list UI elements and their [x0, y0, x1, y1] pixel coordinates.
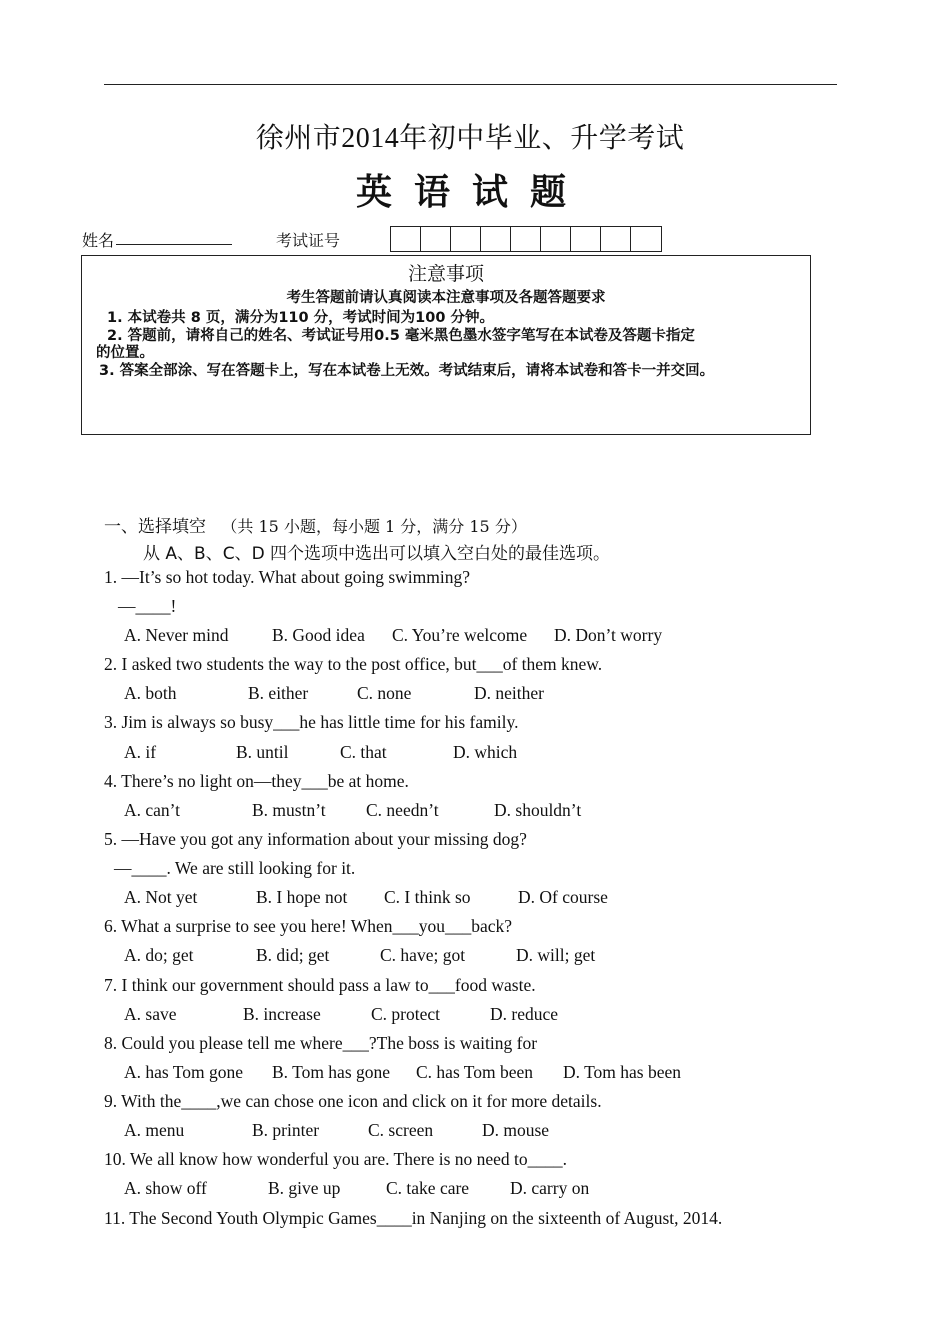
option-c[interactable]: C. none [357, 683, 412, 703]
option-d[interactable]: D. Tom has been [563, 1062, 682, 1082]
option-a[interactable]: A. Not yet [124, 887, 198, 907]
name-label: 姓名 [82, 233, 115, 250]
notice-item: 1. 本试卷共 8 页，满分为110 分，考试时间为100 分钟。 [107, 310, 494, 326]
option-c[interactable]: C. have; got [380, 945, 466, 965]
section-instruction: 从 A、B、C、D 四个选项中选出可以填入空白处的最佳选项。 [143, 544, 611, 564]
exam-id-label: 考试证号 [276, 233, 341, 250]
option-c[interactable]: C. protect [371, 1004, 441, 1024]
question-stem: 10. We all know how wonderful you are. There is no need to____. [104, 1149, 568, 1169]
exam-id-box[interactable] [391, 227, 421, 251]
notice-item: 2. 答题前，请将自己的姓名、考试证号用0.5 毫米黑色墨水签字笔写在本试卷及答题卡指定 [107, 328, 695, 344]
notice-title: 注意事项 [407, 263, 484, 285]
notice-subtitle: 考生答题前请认真阅读本注意事项及各题答题要求 [286, 290, 606, 306]
exam-id-box[interactable] [541, 227, 571, 251]
question-stem: 8. Could you please tell me where___?The boss is waiting for [104, 1033, 538, 1053]
exam-id-box[interactable] [421, 227, 451, 251]
exam-subject: 英语试题 [355, 172, 588, 212]
option-d[interactable]: D. reduce [490, 1004, 559, 1024]
option-d[interactable]: D. mouse [482, 1120, 550, 1140]
option-b[interactable]: B. did; get [256, 945, 330, 965]
option-d[interactable]: D. which [453, 742, 518, 762]
exam-id-box[interactable] [511, 227, 541, 251]
exam-id-box[interactable] [571, 227, 601, 251]
option-b[interactable]: B. either [248, 683, 309, 703]
question-stem: 9. With the____,we can chose one icon and click on it for more details. [104, 1091, 602, 1111]
question-stem: 11. The Second Youth Olympic Games____in Nanjing on the sixteenth of August, 2014. [104, 1208, 723, 1228]
exam-id-box[interactable] [451, 227, 481, 251]
question-stem: 6. What a surprise to see you here! When___you___back? [104, 916, 513, 936]
option-c[interactable]: C. screen [368, 1120, 434, 1140]
option-a[interactable]: A. can’t [124, 800, 181, 820]
option-a[interactable]: A. has Tom gone [124, 1062, 243, 1082]
option-c[interactable]: C. I think so [384, 887, 471, 907]
question-stem: 5. —Have you got any information about your missing dog? [104, 829, 527, 849]
option-c[interactable]: C. needn’t [366, 800, 439, 820]
exam-id-box[interactable] [481, 227, 511, 251]
notice-box [81, 255, 811, 435]
question-stem: 7. I think our government should pass a law to___food waste. [104, 975, 536, 995]
option-a[interactable]: A. both [124, 683, 177, 703]
top-rule [104, 84, 837, 85]
option-a[interactable]: A. do; get [124, 945, 194, 965]
exam-id-box[interactable] [631, 227, 661, 251]
option-c[interactable]: C. has Tom been [416, 1062, 534, 1082]
name-blank[interactable] [116, 244, 232, 245]
option-a[interactable]: A. show off [124, 1178, 207, 1198]
question-stem: 3. Jim is always so busy___he has little time for his family. [104, 712, 519, 732]
question-stem: 2. I asked two students the way to the post office, but___of them knew. [104, 654, 603, 674]
notice-item: 3. 答案全部涂、写在答题卡上，写在本试卷上无效。考试结束后，请将本试卷和答卡一并交回。 [99, 363, 715, 379]
option-b[interactable]: B. increase [243, 1004, 321, 1024]
option-a[interactable]: A. if [124, 742, 157, 762]
option-c[interactable]: C. You’re welcome [392, 625, 528, 645]
section-heading [104, 512, 527, 537]
option-d[interactable]: D. Don’t worry [554, 625, 663, 645]
option-c[interactable]: C. take care [386, 1178, 470, 1198]
exam-title: 徐州市2014年初中毕业、升学考试 [255, 123, 685, 154]
exam-id-boxes[interactable] [390, 226, 662, 252]
option-d[interactable]: D. Of course [518, 887, 608, 907]
option-b[interactable]: B. I hope not [256, 887, 348, 907]
option-b[interactable]: B. mustn’t [252, 800, 326, 820]
option-b[interactable]: B. give up [268, 1178, 341, 1198]
option-d[interactable]: D. carry on [510, 1178, 590, 1198]
option-d[interactable]: D. neither [474, 683, 544, 703]
exam-id-box[interactable] [601, 227, 631, 251]
option-a[interactable]: A. menu [124, 1120, 185, 1140]
option-a[interactable]: A. save [124, 1004, 177, 1024]
notice-item: 的位置。 [96, 345, 154, 361]
option-d[interactable]: D. will; get [516, 945, 596, 965]
question-stem: 4. There’s no light on—they___be at home. [104, 771, 409, 791]
question-stem: 1. —It’s so hot today. What about going swimming? [104, 567, 471, 587]
question-stem: —____! [118, 596, 177, 616]
option-c[interactable]: C. that [340, 742, 387, 762]
option-b[interactable]: B. until [236, 742, 289, 762]
option-a[interactable]: A. Never mind [124, 625, 229, 645]
option-b[interactable]: B. Tom has gone [272, 1062, 391, 1082]
question-stem: —____. We are still looking for it. [114, 858, 356, 878]
option-d[interactable]: D. shouldn’t [494, 800, 582, 820]
option-b[interactable]: B. printer [252, 1120, 320, 1140]
section-title: 一、选择填空 [104, 517, 206, 537]
section-note: （共 15 小题，每小题 1 分，满分 15 分） [221, 517, 527, 536]
option-b[interactable]: B. Good idea [272, 625, 365, 645]
